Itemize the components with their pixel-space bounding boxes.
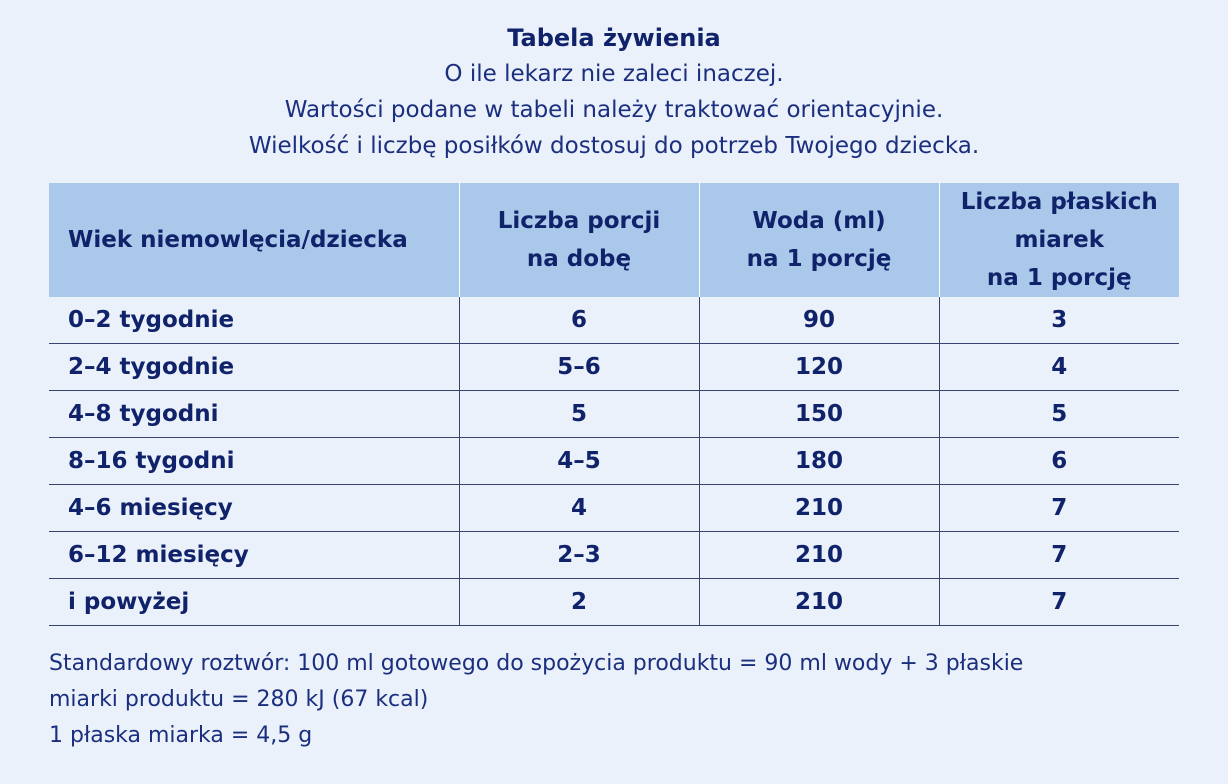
cell-scoops: 7 (939, 579, 1179, 626)
page-header (0, 20, 1228, 164)
table-row (49, 579, 1179, 626)
footnote-line-3: 1 płaska miarka = 4,5 g (49, 723, 313, 748)
cell-portions: 2–3 (459, 532, 699, 579)
cell-age: 4–6 miesięcy (49, 485, 459, 532)
header-note-1: O ile lekarz nie zaleci inaczej. (444, 61, 784, 87)
column-header-water (699, 183, 939, 297)
cell-portions: 4 (459, 485, 699, 532)
cell-age: 8–16 tygodni (49, 438, 459, 485)
cell-scoops: 7 (939, 532, 1179, 579)
cell-portions: 2 (459, 579, 699, 626)
footnote-line-2: miarki produktu = 280 kJ (67 kcal) (49, 687, 429, 712)
cell-scoops: 5 (939, 391, 1179, 438)
table-row (49, 391, 1179, 438)
table-header-row (49, 183, 1179, 297)
cell-portions: 4–5 (459, 438, 699, 485)
cell-age: 2–4 tygodnie (49, 344, 459, 391)
cell-portions: 5 (459, 391, 699, 438)
column-header-portions (459, 183, 699, 297)
column-header-scoops-line-1: Liczba płaskich (960, 189, 1158, 215)
table-row (49, 532, 1179, 579)
table-row (49, 438, 1179, 485)
column-header-water-line-1: Woda (ml) (752, 208, 886, 234)
cell-age: 4–8 tygodni (49, 391, 459, 438)
column-header-water-line-2: na 1 porcję (746, 246, 892, 272)
column-header-scoops-line-3: na 1 porcję (986, 265, 1132, 291)
column-header-scoops (939, 183, 1179, 297)
footnote (49, 646, 1199, 754)
column-header-age (49, 183, 459, 297)
cell-water: 210 (699, 485, 939, 532)
cell-water: 90 (699, 297, 939, 344)
cell-age: i powyżej (49, 579, 459, 626)
cell-scoops: 7 (939, 485, 1179, 532)
column-header-age-line-1: Wiek niemowlęcia/dziecka (68, 227, 408, 253)
feeding-table (49, 183, 1179, 626)
cell-water: 150 (699, 391, 939, 438)
table-row (49, 344, 1179, 391)
cell-water: 210 (699, 579, 939, 626)
cell-portions: 6 (459, 297, 699, 344)
table-row (49, 485, 1179, 532)
table-row (49, 297, 1179, 344)
cell-scoops: 3 (939, 297, 1179, 344)
cell-water: 180 (699, 438, 939, 485)
column-header-portions-line-2: na dobę (526, 246, 632, 272)
cell-water: 210 (699, 532, 939, 579)
cell-portions: 5–6 (459, 344, 699, 391)
cell-age: 0–2 tygodnie (49, 297, 459, 344)
cell-scoops: 4 (939, 344, 1179, 391)
cell-age: 6–12 miesięcy (49, 532, 459, 579)
cell-scoops: 6 (939, 438, 1179, 485)
cell-water: 120 (699, 344, 939, 391)
column-header-portions-line-1: Liczba porcji (497, 208, 661, 234)
header-note-2: Wartości podane w tabeli należy traktować orientacyjnie. (284, 97, 944, 123)
header-note-3: Wielkość i liczbę posiłków dostosuj do potrzeb Twojego dziecka. (248, 133, 980, 159)
footnote-line-1: Standardowy roztwór: 100 ml gotowego do spożycia produktu = 90 ml wody + 3 płaskie (49, 651, 1024, 676)
column-header-scoops-line-2: miarek (1014, 227, 1105, 253)
page-title: Tabela żywienia (507, 24, 721, 52)
